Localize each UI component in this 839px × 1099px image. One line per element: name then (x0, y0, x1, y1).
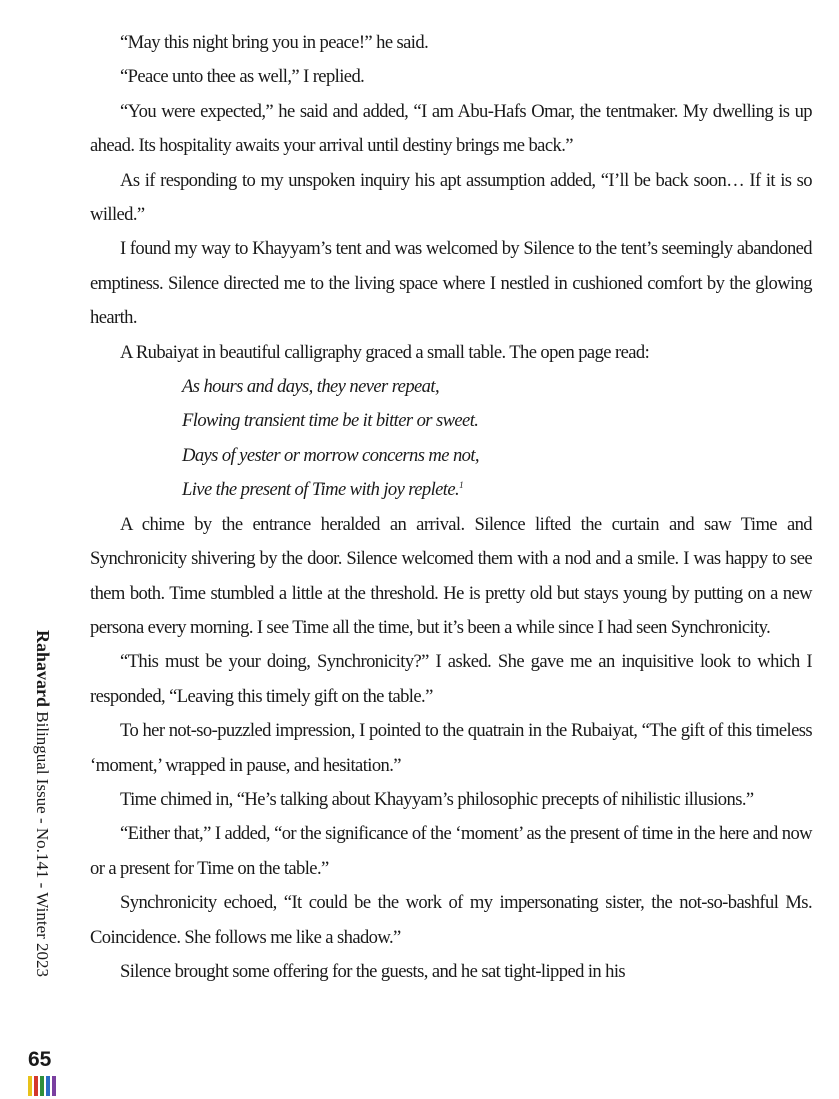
color-bar (40, 1076, 44, 1096)
running-sidebar (30, 630, 60, 1040)
color-bars (28, 1076, 56, 1096)
paragraph: “You were expected,” he said and added, “I am Abu-Hafs Omar, the tentmaker. My dwelling is up ahead. Its hospitality awaits your arrival until destiny brings me back.” (90, 100, 812, 157)
verse-line-last (182, 473, 812, 507)
paragraph: “Either that,” I added, “or the significance of the ‘moment’ as the present of time in the here and now or a present for Time on the table.” (90, 823, 812, 879)
paragraph: “Peace unto thee as well,” I replied. (120, 66, 365, 88)
paragraph: As if responding to my unspoken inquiry his apt assumption added, “I’ll be back soon… If it is so willed.” (90, 169, 812, 226)
issue-info: Bilingual Issue - No.141 - Winter 2023 (33, 707, 52, 978)
magazine-brand: Rahavard (33, 630, 53, 708)
color-bar (52, 1076, 56, 1096)
paragraph: Synchronicity echoed, “It could be the work of my impersonating sister, the not-so-bashful Ms. Coincidence. She follows me like a shadow.” (90, 892, 812, 948)
verse-line: Days of yester or morrow concerns me not, (182, 444, 479, 466)
paragraph: I found my way to Khayyam’s tent and was welcomed by Silence to the tent’s seemingly abandoned emptiness. Silence directed me to the living space where I nestled in cushioned comfort by the glowing hearth. (90, 238, 812, 329)
page-number: 65 (28, 1048, 52, 1071)
paragraph: Silence brought some offering for the guests, and he sat tight-lipped in his (120, 960, 626, 982)
article-body (90, 26, 812, 989)
paragraph: Time chimed in, “He’s talking about Khayyam’s philosophic precepts of nihilistic illusions.” (120, 788, 754, 810)
footnote-marker: 1 (459, 480, 463, 491)
verse-line-text: Live the present of Time with joy replete. (182, 479, 460, 501)
paragraph: “This must be your doing, Synchronicity?” I asked. She gave me an inquisitive look to which I responded, “Leaving this timely gift on the table.” (90, 651, 812, 707)
paragraph: A Rubaiyat in beautiful calligraphy graced a small table. The open page read: (120, 341, 650, 363)
rubaiyat-quatrain (90, 370, 812, 508)
verse-line: Flowing transient time be it bitter or sweet. (182, 410, 479, 432)
paragraph: A chime by the entrance heralded an arrival. Silence lifted the curtain and saw Time and Synchronicity shivering by the door. Silence welcomed them with a nod and a smile. I was happy to see them both. Time stumbled a little at the threshold. He is pretty old but stays young by putting on a new persona every morning. I see Time all the time, but it’s been a while since I had seen Synchronicity. (90, 513, 812, 638)
color-bar (28, 1076, 32, 1096)
verse-line: As hours and days, they never repeat, (182, 376, 439, 398)
color-bar (46, 1076, 50, 1096)
paragraph: To her not-so-puzzled impression, I pointed to the quatrain in the Rubaiyat, “The gift of this timeless ‘moment,’ wrapped in pause, and hesitation.” (90, 720, 812, 776)
color-bar (34, 1076, 38, 1096)
paragraph: “May this night bring you in peace!” he said. (120, 32, 429, 53)
issue-label (28, 630, 58, 1040)
